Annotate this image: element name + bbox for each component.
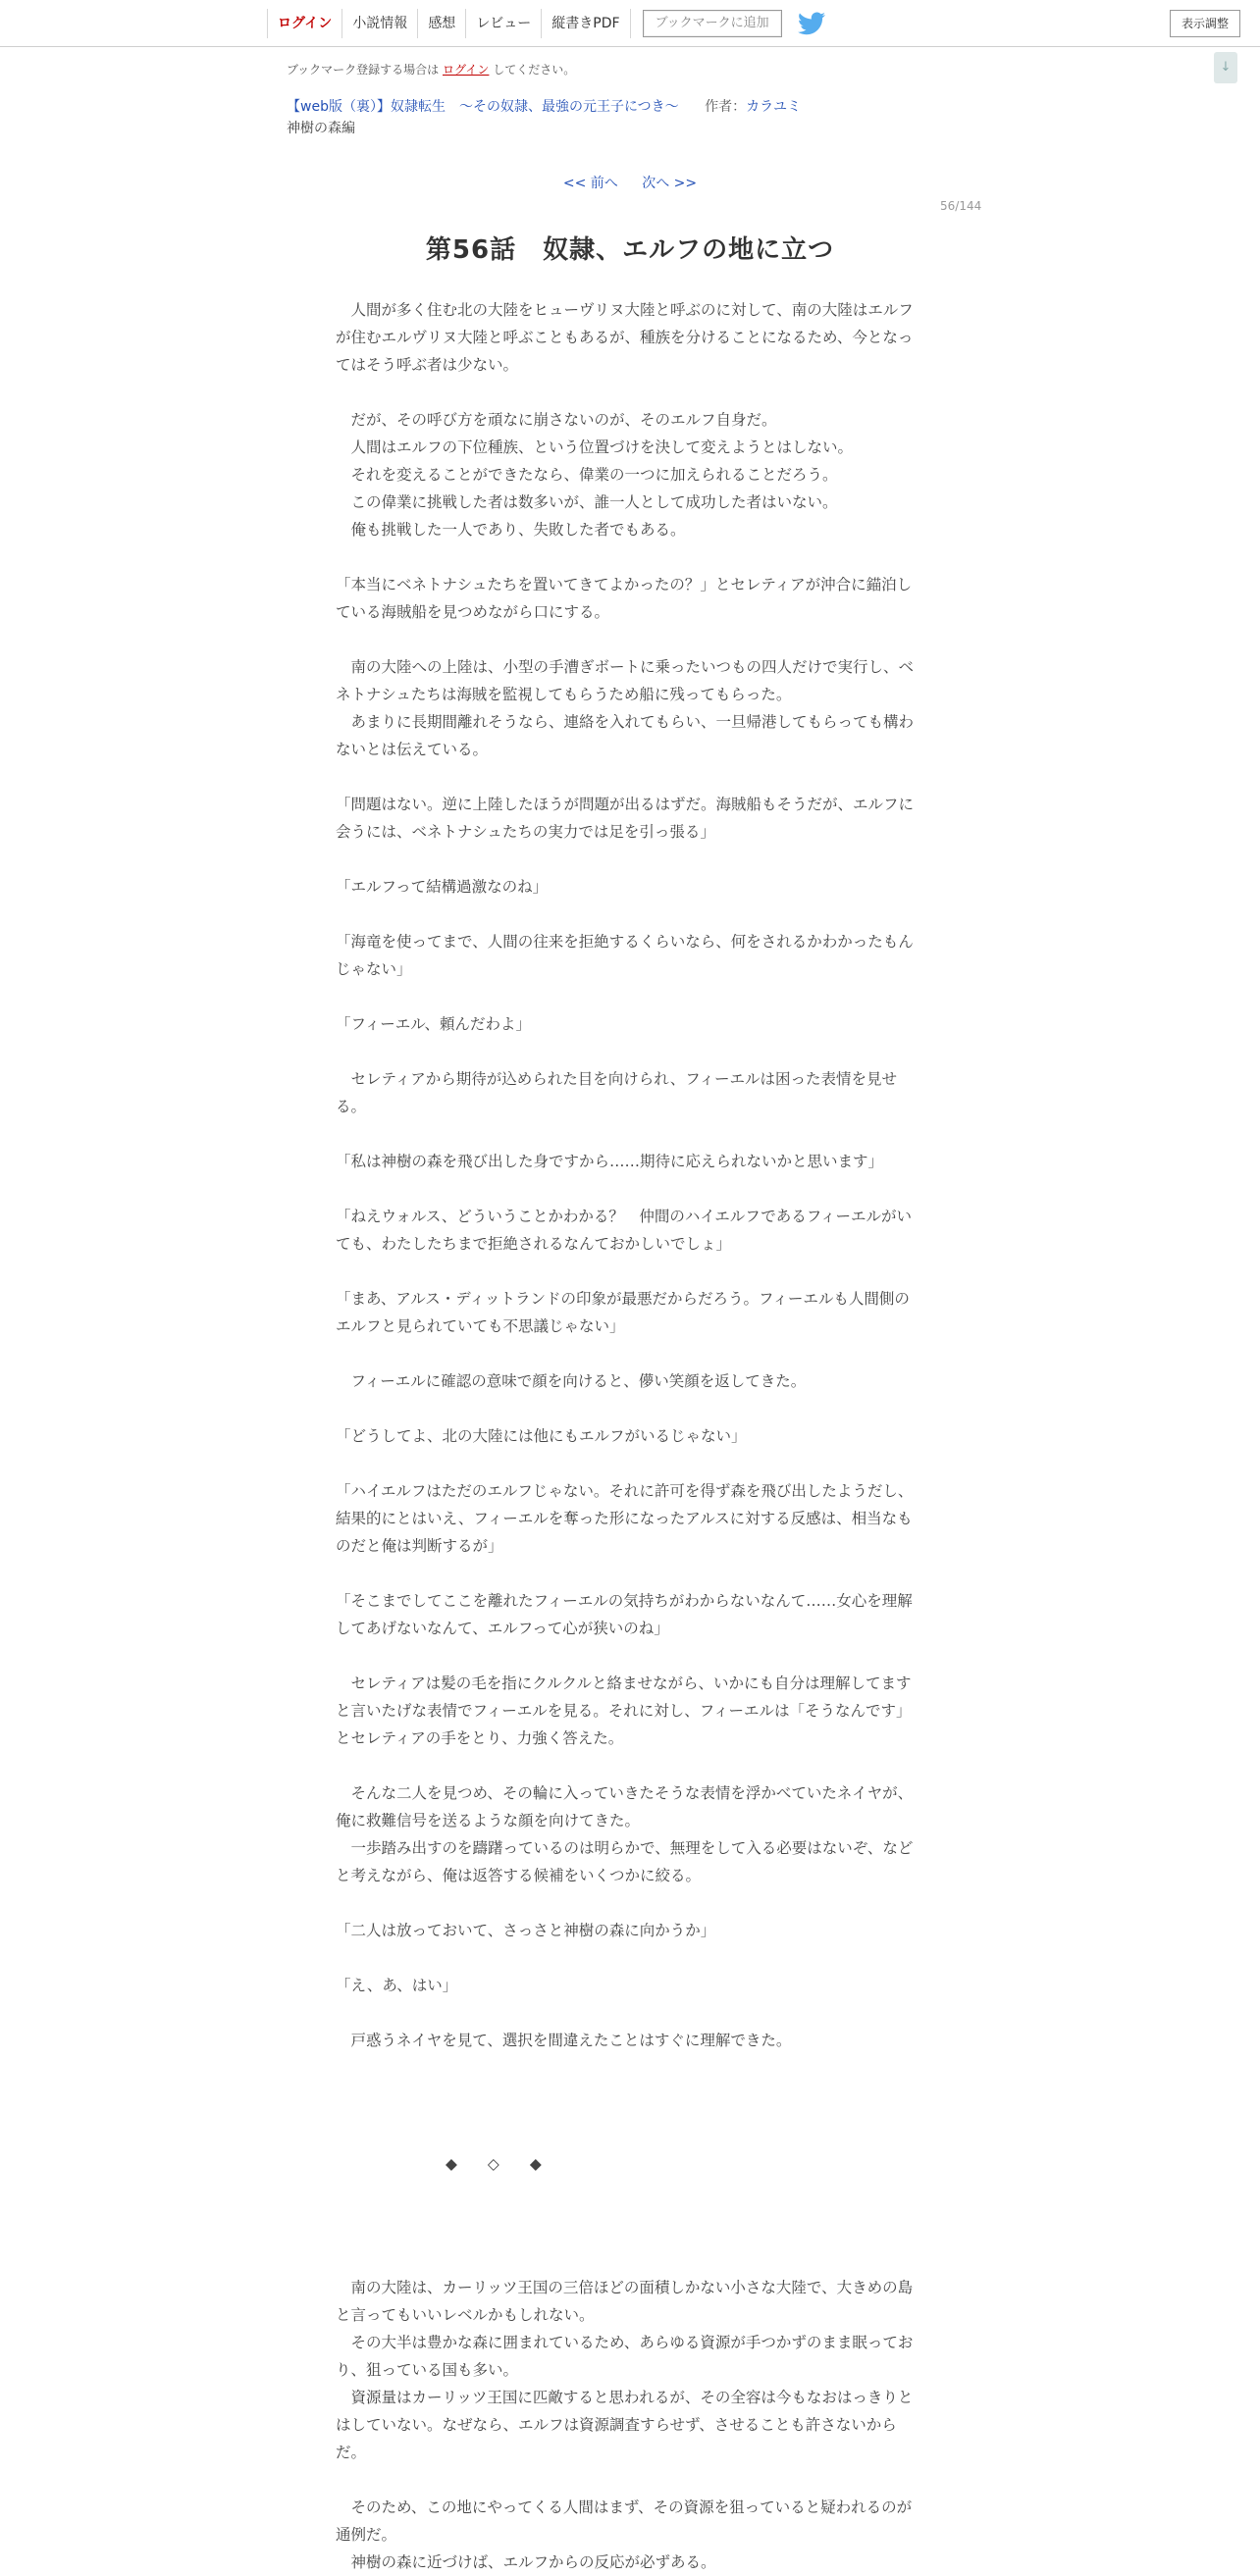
blank-line xyxy=(336,2109,924,2137)
body-paragraph: その大半は豊かな森に囲まれているため、あらゆる資源が手つかずのまま眠っており、狙っている国も多い。 xyxy=(336,2334,914,2379)
blank-line xyxy=(336,2466,924,2494)
body-paragraph: 俺も挑戦した一人であり、失敗した者でもある。 xyxy=(336,521,686,539)
body-paragraph: 「そこまでしてここを離れたフィーエルの気持ちがわからないなんて……女心を理解してあげないなんて、エルフって心が狭いのね」 xyxy=(336,1592,913,1637)
body-paragraph: フィーエルに確認の意味で顔を向けると、儚い笑顔を返してきた。 xyxy=(336,1372,807,1390)
body-paragraph: 「エルフって結構過激なのね」 xyxy=(336,878,549,896)
author-label: 作者： xyxy=(705,99,747,115)
bookmark-login-notice xyxy=(287,61,575,77)
body-paragraph: 「え、あ、はい」 xyxy=(336,1977,458,1994)
blank-line xyxy=(336,1999,924,2027)
body-paragraph: 「本当にベネトナシュたちを置いてきてよかったの？」とセレティアが沖合に錨泊している海賊船を見つめながら口にする。 xyxy=(336,576,913,621)
bookmark-notice-text-end: してください。 xyxy=(493,63,576,77)
blank-line xyxy=(336,543,924,571)
novel-body-text xyxy=(336,296,924,2576)
body-paragraph: 「どうしてよ、北の大陸には他にもエルフがいるじゃない」 xyxy=(336,1427,747,1445)
body-paragraph: 「私は神樹の森を飛び出した身ですから……期待に応えられないかと思います」 xyxy=(336,1153,884,1170)
scroll-down-arrow-icon[interactable]: ↓ xyxy=(1214,52,1237,83)
blank-line xyxy=(336,1395,924,1422)
body-paragraph: そんな二人を見つめ、その輪に入っていきたそうな表情を浮かべていたネイヤが、俺に救難信号を送るような顔を向けてきた。 xyxy=(336,1784,914,1829)
nav-review-link[interactable]: レビュー xyxy=(465,9,541,38)
blank-line xyxy=(336,626,924,653)
nav-vertical-pdf-link[interactable]: 縦書きPDF xyxy=(541,9,630,38)
body-paragraph: 「ハイエルフはただのエルフじゃない。それに許可を得ず森を飛び出したようだし、結果的にとはいえ、フィーエルを奪った形になったアルスに対する反感は、相当なものだと俺は判断するが」 xyxy=(336,1482,914,1555)
body-paragraph: 資源量はカーリッツ王国に匹敵すると思われるが、その全容は今もなおはっきりとはしていない。なぜなら、エルフは資源調査すらせず、させることも許さないからだ。 xyxy=(336,2389,914,2461)
body-paragraph: 南の大陸への上陸は、小型の手漕ぎボートに乗ったいつもの四人だけで実行し、ベネトナシュたちは海賊を監視してもらうため船に残ってもらった。 xyxy=(336,658,915,703)
blank-line xyxy=(336,763,924,791)
blank-line xyxy=(336,1889,924,1917)
body-paragraph: 「フィーエル、頼んだわよ」 xyxy=(336,1015,532,1033)
body-paragraph: 「問題はない。逆に上陸したほうが問題が出るはずだ。海賊船もそうだが、エルフに会うには、ベネトナシュたちの実力では足を引っ張る」 xyxy=(336,796,915,841)
next-episode-link[interactable]: 次へ >> xyxy=(642,176,698,191)
body-paragraph: 人間はエルフの下位種族、という位置づけを決して変えようとはしない。 xyxy=(336,438,854,456)
blank-line xyxy=(336,846,924,873)
nav-novel-info-link[interactable]: 小説情報 xyxy=(341,9,417,38)
page-counter: 56/144 xyxy=(940,199,982,213)
blank-line xyxy=(336,1642,924,1670)
episode-pager xyxy=(0,173,1260,192)
body-paragraph: 人間が多く住む北の大陸をヒューヴリヌ大陸と呼ぶのに対して、南の大陸はエルフが住むエルヴリヌ大陸と呼ぶこともあるが、種族を分けることになるため、今となってはそう呼ぶ者は少ない。 xyxy=(336,301,914,374)
blank-line xyxy=(336,2246,924,2274)
blank-line xyxy=(336,1340,924,1367)
prev-episode-link[interactable]: << 前へ xyxy=(562,176,618,191)
blank-line xyxy=(336,1752,924,1779)
body-paragraph: セレティアは髪の毛を指にクルクルと絡ませながら、いかにも自分は理解してますと言いたげな表情でフィーエルを見る。それに対し、フィーエルは「そうなんです」とセレティアの手をとり、力強く答えた。 xyxy=(336,1674,912,1747)
body-paragraph: そのため、この地にやってくる人間はまず、その資源を狙っていると疑われるのが通例だ。 xyxy=(336,2499,913,2544)
blank-line xyxy=(336,1175,924,1203)
body-paragraph: 「二人は放っておいて、さっさと神樹の森に向かうか」 xyxy=(336,1922,716,1939)
blank-line xyxy=(336,2082,924,2109)
body-paragraph: 「ねえウォルス、どういうことかわかる？ 仲間のハイエルフであるフィーエルがいても、わたしたちまで拒絶されるなんておかしいでしょ」 xyxy=(336,1208,912,1253)
display-settings-button[interactable]: 表示調整 xyxy=(1170,10,1240,37)
add-bookmark-button[interactable]: ブックマークに追加 xyxy=(643,10,782,37)
nav-menu xyxy=(267,8,825,39)
body-paragraph: この偉業に挑戦した者は数多いが、誰一人として成功した者はいない。 xyxy=(336,493,838,511)
body-paragraph: それを変えることができたなら、偉業の一つに加えられることだろう。 xyxy=(336,466,838,484)
blank-line xyxy=(336,983,924,1010)
body-paragraph: 戸惑うネイヤを見て、選択を間違えたことはすぐに理解できた。 xyxy=(336,2032,792,2049)
blank-line xyxy=(336,1944,924,1972)
body-paragraph: 南の大陸は、カーリッツ王国の三倍ほどの面積しかない小さな大陸で、大きめの島と言ってもいいレベルかもしれない。 xyxy=(336,2279,914,2324)
blank-line xyxy=(336,901,924,928)
author-link[interactable]: カラユミ xyxy=(746,99,802,115)
body-paragraph: だが、その呼び方を頑なに崩さないのが、そのエルフ自身だ。 xyxy=(336,411,777,429)
body-paragraph: あまりに長期間離れそうなら、連絡を入れてもらい、一旦帰港してもらっても構わないとは伝えている。 xyxy=(336,713,915,758)
scene-separator: ◆ ◇ ◆ xyxy=(446,2155,542,2173)
nav-impressions-link[interactable]: 感想 xyxy=(417,9,465,38)
blank-line xyxy=(336,1258,924,1285)
blank-line xyxy=(336,2219,924,2246)
body-paragraph: 「まあ、アルス・ディットランドの印象が最悪だからだろう。フィーエルも人間側のエルフと見られていても不思議じゃない」 xyxy=(336,1290,910,1335)
blank-line xyxy=(336,379,924,406)
blank-line xyxy=(336,2054,924,2082)
top-navigation-bar xyxy=(0,0,1260,47)
blank-line xyxy=(336,1560,924,1587)
episode-title: 第56話 奴隷、エルフの地に立つ xyxy=(425,235,835,265)
blank-line xyxy=(336,1038,924,1065)
nav-login-link[interactable]: ログイン xyxy=(267,9,341,38)
bookmark-login-link[interactable]: ログイン xyxy=(443,63,490,77)
twitter-bird-icon[interactable] xyxy=(798,12,825,35)
series-info xyxy=(287,96,801,116)
body-paragraph: 「海竜を使ってまで、人間の往来を拒絶するくらいなら、何をされるかわかったもんじゃない」 xyxy=(336,933,914,978)
body-paragraph: セレティアから期待が込められた目を向けられ、フィーエルは困った表情を見せる。 xyxy=(336,1070,897,1115)
blank-line xyxy=(336,1120,924,1148)
chapter-group-title: 神樹の森編 xyxy=(287,121,355,136)
body-paragraph: 一歩踏み出すのを躊躇っているのは明らかで、無理をして入る必要はないぞ、などと考えながら、俺は返答する候補をいくつかに絞る。 xyxy=(336,1839,914,1884)
series-title-link[interactable]: 【web版（裏）】奴隷転生 ～その奴隷、最強の元王子につき～ xyxy=(287,99,679,115)
blank-line xyxy=(336,2191,924,2219)
bookmark-notice-text: ブックマーク登録する場合は xyxy=(287,63,440,77)
body-paragraph: 神樹の森に近づけば、エルフからの反応が必ずある。 xyxy=(336,2553,716,2571)
blank-line xyxy=(336,1450,924,1477)
